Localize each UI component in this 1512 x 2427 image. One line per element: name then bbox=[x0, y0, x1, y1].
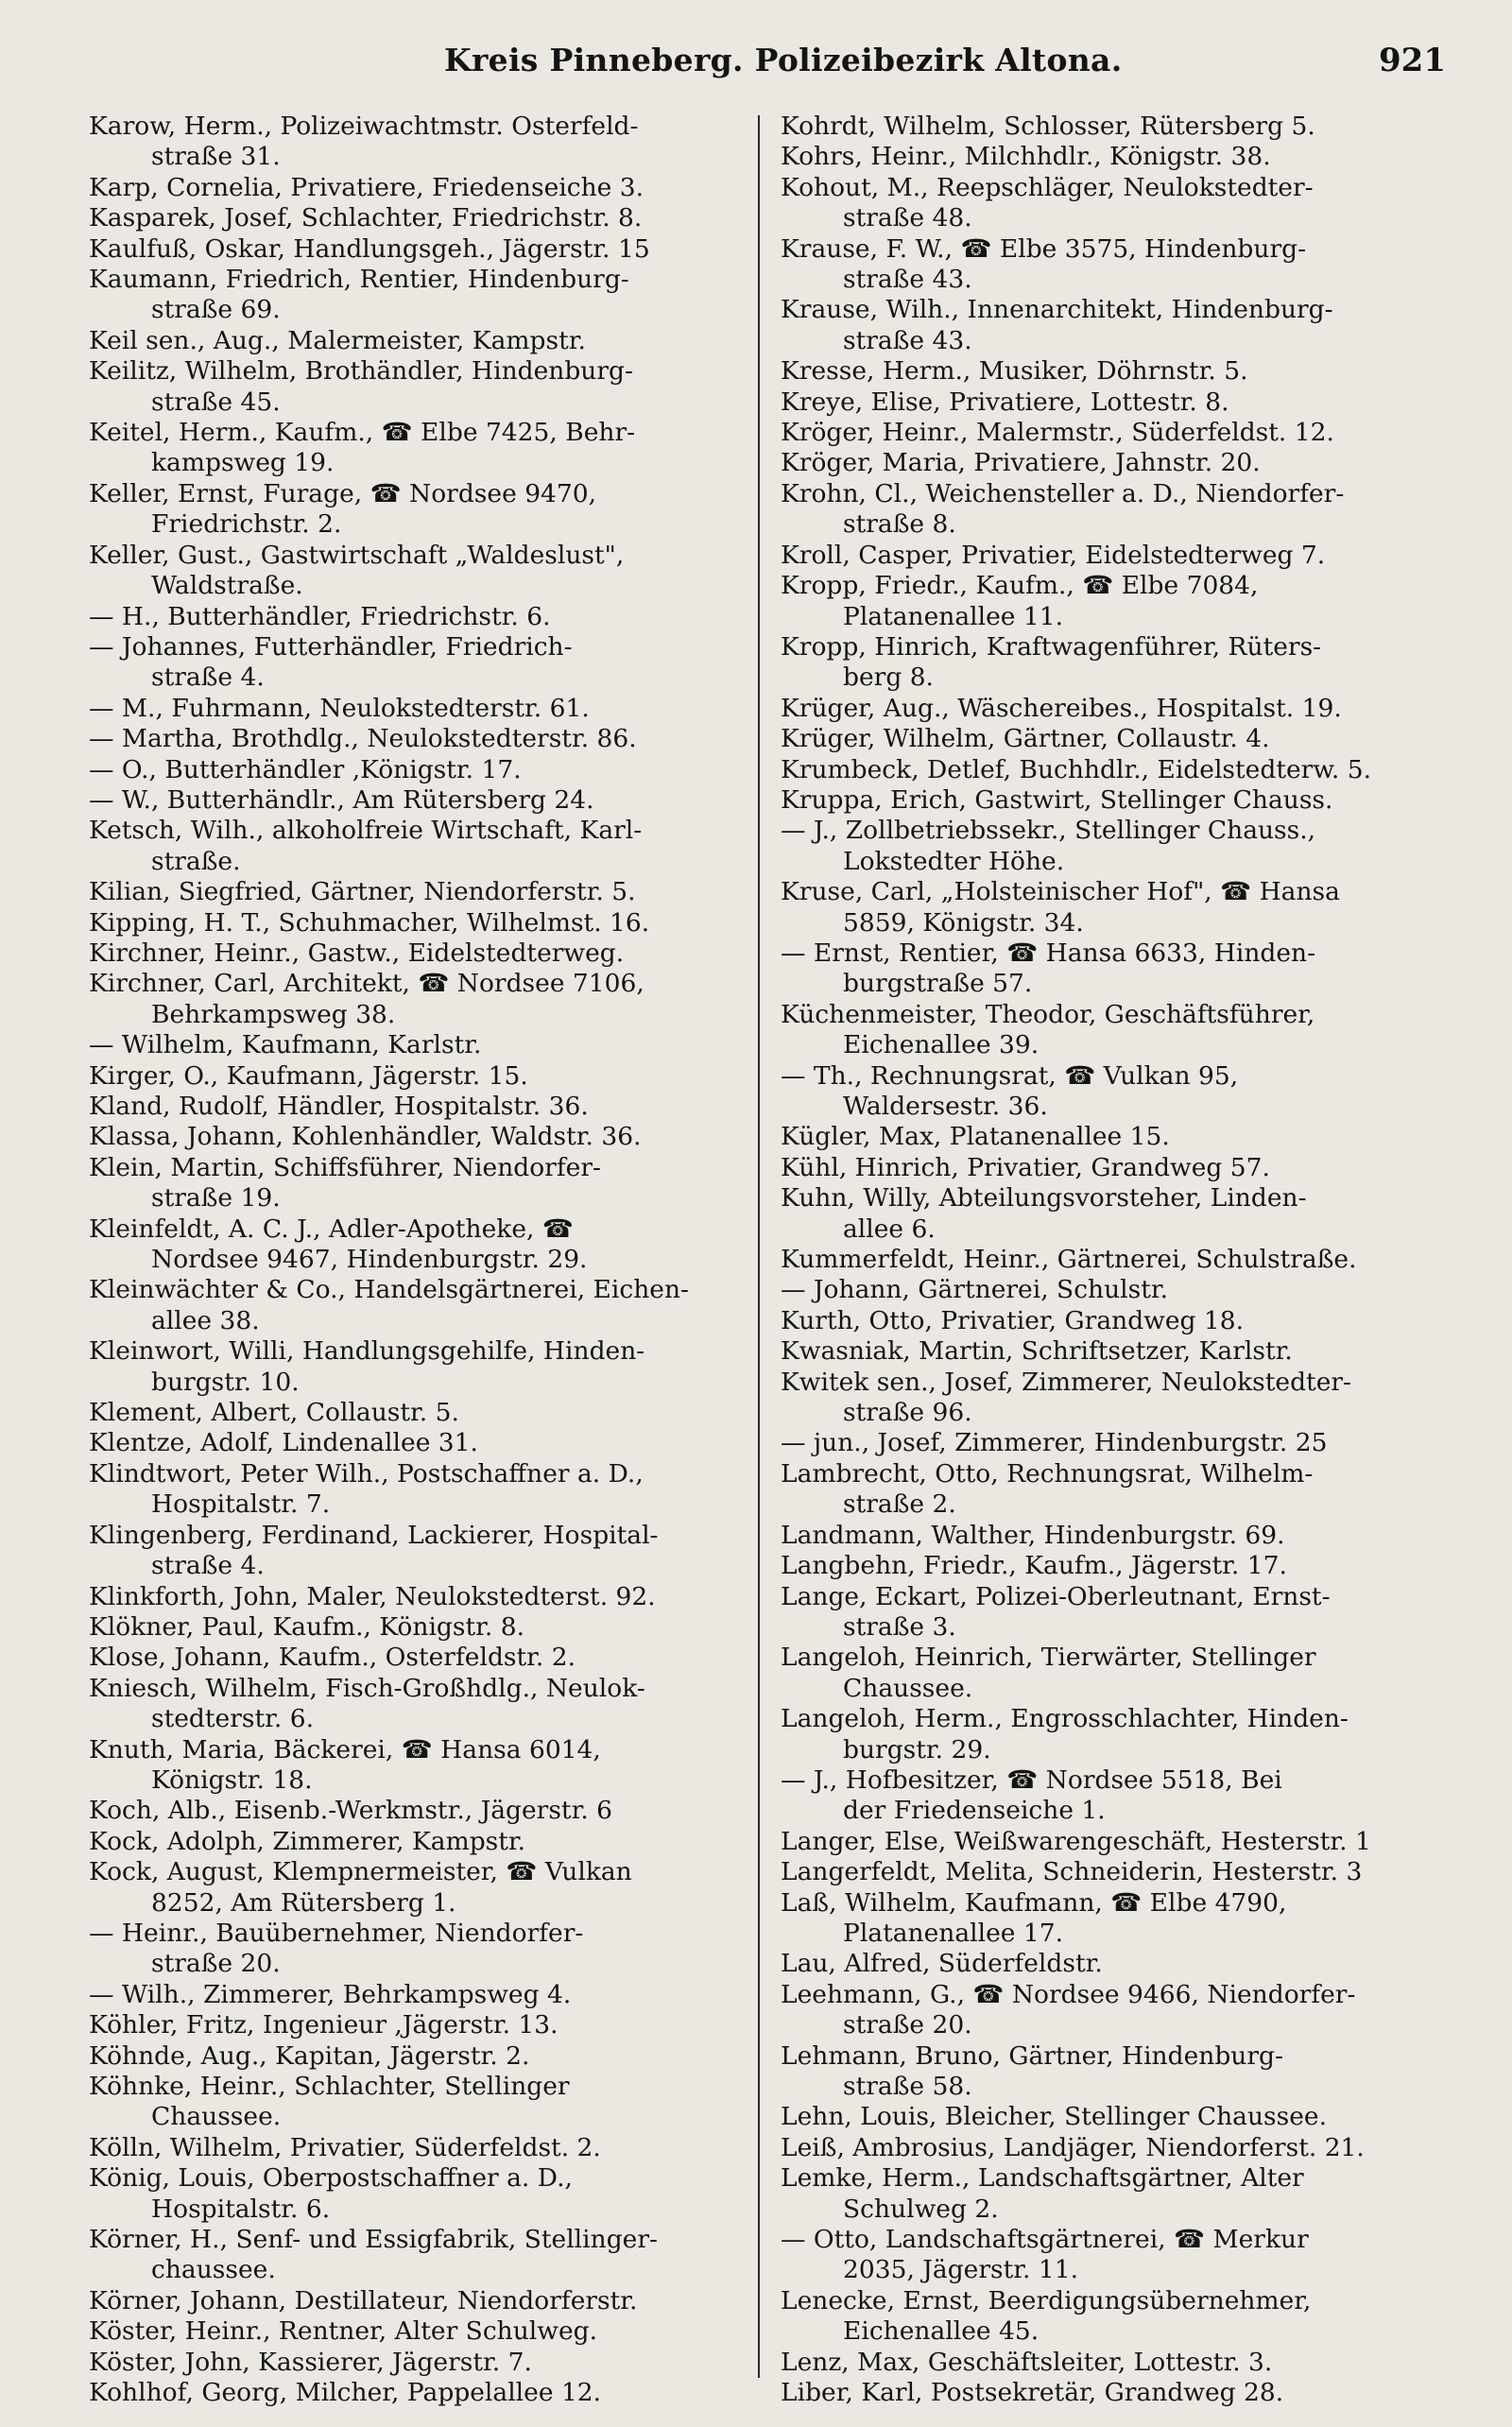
entry-line: Kreye, Elise, Privatiere, Lottestr. 8. bbox=[781, 387, 1229, 417]
entry-line: Kresse, Herm., Musiker, Döhrnstr. 5. bbox=[781, 356, 1248, 387]
entry-continuation: allee 6. bbox=[843, 1214, 936, 1244]
entry-line: Leiß, Ambrosius, Landjäger, Niendorferst. 21. bbox=[781, 2132, 1365, 2162]
directory-entry bbox=[781, 448, 1470, 478]
directory-entry bbox=[89, 1153, 779, 1214]
entry-line: Klose, Johann, Kaufm., Osterfeldstr. 2. bbox=[89, 1643, 576, 1673]
entry-line: Köhler, Fritz, Ingenieur ,Jägerstr. 13. bbox=[89, 2010, 558, 2040]
directory-entry bbox=[781, 479, 1470, 541]
entry-line: Kasparek, Josef, Schlachter, Friedrichstr. 8. bbox=[89, 203, 643, 233]
entry-line: Leehmann, G., ☎ Nordsee 9466, Niendorfer- bbox=[781, 1979, 1356, 2009]
directory-entry bbox=[89, 2010, 779, 2040]
directory-entry bbox=[89, 1428, 779, 1458]
entry-continuation: straße 2. bbox=[843, 1489, 956, 1520]
directory-entry bbox=[781, 1521, 1470, 1551]
entry-line: Küchenmeister, Theodor, Geschäftsführer, bbox=[781, 999, 1315, 1029]
entry-line: Kilian, Siegfried, Gärtner, Niendorferstr. 5. bbox=[89, 877, 636, 907]
directory-entry bbox=[89, 2072, 779, 2133]
entry-line: — Heinr., Bauübernehmer, Niendorfer- bbox=[89, 1918, 584, 1948]
entry-continuation: Eichenallee 39. bbox=[843, 1030, 1040, 1060]
directory-entry bbox=[89, 1398, 779, 1428]
entry-line: Kurth, Otto, Privatier, Grandweg 18. bbox=[781, 1305, 1245, 1335]
directory-entry bbox=[89, 1030, 779, 1060]
directory-entry bbox=[781, 173, 1470, 234]
entry-line: Kirchner, Carl, Architekt, ☎ Nordsee 7106, bbox=[89, 969, 644, 999]
entry-line: Kipping, H. T., Schuhmacher, Wilhelmst. 16. bbox=[89, 907, 650, 938]
entry-line: Karow, Herm., Polizeiwachtmstr. Osterfeld- bbox=[89, 112, 639, 141]
directory-entry bbox=[89, 785, 779, 816]
directory-entry bbox=[781, 234, 1470, 296]
entry-line: Karp, Cornelia, Privatiere, Friedenseiche 3. bbox=[89, 172, 644, 202]
directory-entry bbox=[781, 694, 1470, 724]
entry-line: Kropp, Hinrich, Kraftwagenführer, Rüters- bbox=[781, 631, 1322, 662]
entry-line: — Martha, Brothdlg., Neulokstedterstr. 86. bbox=[89, 724, 637, 754]
entry-line: Klentze, Adolf, Lindenallee 31. bbox=[89, 1428, 478, 1458]
entry-continuation: Lokstedter Höhe. bbox=[843, 846, 1065, 876]
entry-line: Kleinwächter & Co., Handelsgärtnerei, Eichen- bbox=[89, 1275, 689, 1305]
directory-entry bbox=[89, 2163, 779, 2225]
entry-continuation: Schulweg 2. bbox=[843, 2194, 999, 2224]
directory-entry bbox=[781, 1122, 1470, 1152]
entry-line: Keller, Ernst, Furage, ☎ Nordsee 9470, bbox=[89, 478, 597, 508]
entry-line: Kwasniak, Martin, Schriftsetzer, Karlstr. bbox=[781, 1336, 1293, 1367]
entry-line: Körner, Johann, Destillateur, Niendorferstr. bbox=[89, 2285, 638, 2315]
directory-entry bbox=[781, 1183, 1470, 1245]
entry-line: — J., Hofbesitzer, ☎ Nordsee 5518, Bei bbox=[781, 1764, 1282, 1795]
directory-entry bbox=[781, 1459, 1470, 1521]
entry-line: — Th., Rechnungsrat, ☎ Vulkan 95, bbox=[781, 1060, 1239, 1091]
entry-line: Kühl, Hinrich, Privatier, Grandweg 57. bbox=[781, 1152, 1270, 1182]
directory-entry bbox=[781, 1245, 1470, 1275]
entry-line: Ketsch, Wilh., alkoholfreie Wirtschaft, Karl- bbox=[89, 816, 643, 846]
directory-entry bbox=[89, 2133, 779, 2163]
entry-continuation: straße 96. bbox=[843, 1398, 972, 1428]
entry-line: Kruppa, Erich, Gastwirt, Stellinger Chauss. bbox=[781, 784, 1333, 815]
directory-entry bbox=[781, 571, 1470, 632]
entry-line: Kirchner, Heinr., Gastw., Eidelstedterweg. bbox=[89, 938, 625, 968]
directory-entry bbox=[781, 938, 1470, 1000]
entry-line: Kropp, Friedr., Kaufm., ☎ Elbe 7084, bbox=[781, 571, 1259, 601]
entry-continuation: chaussee. bbox=[151, 2255, 276, 2285]
entry-continuation: straße 48. bbox=[843, 203, 972, 233]
directory-entry bbox=[781, 142, 1470, 172]
entry-line: Kohrs, Heinr., Milchhdlr., Königstr. 38. bbox=[781, 142, 1271, 172]
directory-entry bbox=[781, 1582, 1470, 1644]
entry-continuation: Nordsee 9467, Hindenburgstr. 29. bbox=[151, 1245, 588, 1275]
directory-entry bbox=[781, 1765, 1470, 1827]
directory-entry bbox=[781, 1306, 1470, 1336]
directory-entry bbox=[89, 1092, 779, 1122]
column-divider bbox=[758, 115, 760, 2378]
entry-continuation: straße 20. bbox=[843, 2010, 972, 2040]
directory-entry bbox=[781, 632, 1470, 694]
entry-line: Knuth, Maria, Bäckerei, ☎ Hansa 6014, bbox=[89, 1734, 601, 1764]
entry-continuation: Waldstraße. bbox=[151, 571, 303, 601]
entry-continuation: straße. bbox=[151, 846, 241, 876]
page-header bbox=[76, 42, 1446, 98]
entry-line: Köster, Heinr., Rentner, Alter Schulweg. bbox=[89, 2316, 598, 2347]
directory-entry bbox=[89, 632, 779, 694]
entry-line: Krüger, Wilhelm, Gärtner, Collaustr. 4. bbox=[781, 724, 1270, 754]
entry-line: — M., Fuhrmann, Neulokstedterstr. 61. bbox=[89, 693, 590, 723]
entry-line: — J., Zollbetriebssekr., Stellinger Chauss., bbox=[781, 816, 1316, 846]
entry-continuation: Hospitalstr. 6. bbox=[151, 2194, 331, 2224]
directory-entry bbox=[89, 1919, 779, 1980]
entry-continuation: straße 31. bbox=[151, 142, 281, 172]
page-number: 921 bbox=[1379, 42, 1446, 79]
directory-entry bbox=[89, 602, 779, 632]
entry-continuation: straße 3. bbox=[843, 1611, 956, 1642]
directory-entry bbox=[781, 1949, 1470, 1979]
entry-continuation: Chaussee. bbox=[843, 1673, 973, 1703]
entry-line: Lehn, Louis, Bleicher, Stellinger Chaussee. bbox=[781, 2102, 1328, 2132]
directory-entry bbox=[89, 1275, 779, 1336]
entry-line: Kügler, Max, Platanenallee 15. bbox=[781, 1122, 1170, 1152]
entry-line: Lenz, Max, Geschäftsleiter, Lottestr. 3. bbox=[781, 2347, 1273, 2377]
entry-line: Kleinfeldt, A. C. J., Adler-Apotheke, ☎ bbox=[89, 1214, 574, 1244]
directory-entry bbox=[781, 112, 1470, 142]
entry-continuation: 8252, Am Rütersberg 1. bbox=[151, 1887, 456, 1918]
directory-entry bbox=[89, 1643, 779, 1673]
directory-entry bbox=[781, 1888, 1470, 1950]
entry-line: Kummerfeldt, Heinr., Gärtnerei, Schulstraße. bbox=[781, 1245, 1357, 1275]
entry-line: Keilitz, Wilhelm, Brothändler, Hindenburg- bbox=[89, 356, 633, 387]
entry-line: — Ernst, Rentier, ☎ Hansa 6633, Hinden- bbox=[781, 938, 1316, 968]
directory-entry bbox=[781, 1827, 1470, 1857]
directory-entry bbox=[89, 908, 779, 938]
entry-continuation: Eichenallee 45. bbox=[843, 2316, 1040, 2347]
entry-line: Krause, Wilh., Innenarchitekt, Hindenburg- bbox=[781, 295, 1333, 325]
entry-continuation: 5859, Königstr. 34. bbox=[843, 907, 1084, 938]
entry-line: Kohrdt, Wilhelm, Schlosser, Rütersberg 5. bbox=[781, 112, 1315, 141]
entry-continuation: straße 20. bbox=[151, 1949, 281, 1979]
entry-line: Kohlhof, Georg, Milcher, Pappelallee 12. bbox=[89, 2378, 602, 2408]
directory-entry bbox=[89, 265, 779, 326]
entry-line: Lange, Eckart, Polizei-Oberleutnant, Ernst- bbox=[781, 1581, 1331, 1611]
entry-continuation: Waldersestr. 36. bbox=[843, 1092, 1048, 1121]
entry-line: Kleinwort, Willi, Handlungsgehilfe, Hinden- bbox=[89, 1336, 645, 1367]
directory-entry bbox=[781, 1857, 1470, 1887]
entry-line: Kirger, O., Kaufmann, Jägerstr. 15. bbox=[89, 1060, 528, 1091]
directory-entry bbox=[89, 2041, 779, 2072]
entry-line: Klindtwort, Peter Wilh., Postschaffner a. D., bbox=[89, 1458, 644, 1489]
entry-line: — H., Butterhändler, Friedrichstr. 6. bbox=[89, 601, 551, 631]
directory-entry bbox=[781, 1428, 1470, 1458]
entry-continuation: straße 43. bbox=[843, 325, 972, 355]
directory-entry bbox=[781, 724, 1470, 754]
entry-line: Langer, Else, Weißwarengeschäft, Hesterstr. 1 bbox=[781, 1826, 1371, 1856]
entry-line: Kruse, Carl, „Holsteinischer Hof", ☎ Hansa bbox=[781, 877, 1340, 907]
directory-entry bbox=[89, 877, 779, 907]
entry-line: Keitel, Herm., Kaufm., ☎ Elbe 7425, Behr- bbox=[89, 418, 636, 448]
directory-entry bbox=[89, 479, 779, 541]
entry-line: Krumbeck, Detlef, Buchhdlr., Eidelstedterw. 5. bbox=[781, 754, 1371, 784]
directory-entry bbox=[89, 1122, 779, 1152]
directory-entry bbox=[781, 418, 1470, 448]
entry-line: Kohout, M., Reepschläger, Neulokstedter- bbox=[781, 172, 1314, 202]
right-column bbox=[781, 112, 1470, 2408]
directory-entry bbox=[89, 938, 779, 969]
entry-line: Klein, Martin, Schiffsführer, Niendorfer- bbox=[89, 1152, 601, 1182]
entry-line: Kock, Adolph, Zimmerer, Kampstr. bbox=[89, 1826, 526, 1856]
entry-continuation: burgstraße 57. bbox=[843, 969, 1033, 999]
page-title: Kreis Pinneberg. Polizeibezirk Altona. bbox=[444, 42, 1123, 78]
entry-line: Krüger, Aug., Wäschereibes., Hospitalst. 19. bbox=[781, 693, 1342, 723]
entry-continuation: burgstr. 29. bbox=[843, 1734, 991, 1764]
entry-line: — Wilhelm, Kaufmann, Karlstr. bbox=[89, 1030, 482, 1060]
entry-continuation: straße 8. bbox=[843, 509, 956, 540]
directory-entry bbox=[89, 1674, 779, 1735]
directory-entry bbox=[781, 2163, 1470, 2225]
directory-entry bbox=[781, 1000, 1470, 1061]
directory-entry bbox=[781, 2133, 1470, 2163]
directory-entry bbox=[89, 2225, 779, 2286]
directory-entry bbox=[781, 1368, 1470, 1429]
directory-entry bbox=[89, 1857, 779, 1919]
directory-entry bbox=[781, 2225, 1470, 2286]
entry-line: Lambrecht, Otto, Rechnungsrat, Wilhelm- bbox=[781, 1458, 1314, 1489]
entry-line: Klement, Albert, Collaustr. 5. bbox=[89, 1398, 459, 1428]
entry-line: — Johannes, Futterhändler, Friedrich- bbox=[89, 631, 573, 662]
entry-line: Kölln, Wilhelm, Privatier, Süderfeldst. 2. bbox=[89, 2132, 601, 2162]
entry-continuation: Hospitalstr. 7. bbox=[151, 1489, 331, 1520]
directory-entry bbox=[89, 1336, 779, 1398]
directory-entry bbox=[89, 326, 779, 356]
directory-entry bbox=[89, 694, 779, 724]
directory-entry bbox=[89, 234, 779, 265]
entry-continuation: kampsweg 19. bbox=[151, 448, 335, 478]
directory-entry bbox=[89, 816, 779, 877]
entry-continuation: stedterstr. 6. bbox=[151, 1704, 315, 1734]
entry-line: Langeloh, Herm., Engrosschlachter, Hinden- bbox=[781, 1704, 1349, 1734]
entry-line: — Johann, Gärtnerei, Schulstr. bbox=[781, 1275, 1169, 1305]
entry-line: Kwitek sen., Josef, Zimmerer, Neulokstedter- bbox=[781, 1367, 1352, 1397]
entry-continuation: allee 38. bbox=[151, 1305, 260, 1335]
directory-entry bbox=[781, 2378, 1470, 2408]
directory-entry bbox=[89, 203, 779, 233]
entry-continuation: straße 4. bbox=[151, 1551, 265, 1581]
entry-continuation: straße 4. bbox=[151, 663, 265, 693]
directory-entry bbox=[781, 877, 1470, 938]
directory-entry bbox=[89, 1214, 779, 1276]
directory-entry bbox=[89, 1796, 779, 1826]
directory-entry bbox=[781, 816, 1470, 877]
entry-line: — W., Butterhändlr., Am Rütersberg 24. bbox=[89, 784, 594, 815]
directory-entry bbox=[89, 173, 779, 203]
entry-continuation: straße 43. bbox=[843, 265, 972, 295]
entry-continuation: Chaussee. bbox=[151, 2102, 282, 2132]
entry-line: Landmann, Walther, Hindenburgstr. 69. bbox=[781, 1520, 1285, 1550]
directory-entry bbox=[781, 2286, 1470, 2348]
directory-entry bbox=[89, 2286, 779, 2316]
entry-line: Kock, August, Klempnermeister, ☎ Vulkan bbox=[89, 1857, 632, 1887]
directory-entry bbox=[89, 724, 779, 754]
entry-line: Kniesch, Wilhelm, Fisch-Großhdlg., Neulok- bbox=[89, 1673, 645, 1703]
entry-line: — Wilh., Zimmerer, Behrkampsweg 4. bbox=[89, 1979, 572, 2009]
directory-entry bbox=[89, 2378, 779, 2408]
entry-line: Kröger, Heinr., Malermstr., Süderfeldst. 12. bbox=[781, 418, 1334, 448]
entry-continuation: berg 8. bbox=[843, 663, 934, 693]
entry-line: Klassa, Johann, Kohlenhändler, Waldstr. 36. bbox=[89, 1122, 642, 1152]
directory-entry bbox=[781, 1980, 1470, 2041]
entry-line: Köhnde, Aug., Kapitan, Jägerstr. 2. bbox=[89, 2040, 530, 2071]
directory-entry bbox=[781, 1551, 1470, 1581]
entry-line: — O., Butterhändler ,Königstr. 17. bbox=[89, 754, 522, 784]
entry-continuation: Platanenallee 11. bbox=[843, 601, 1064, 631]
directory-entry bbox=[89, 1980, 779, 2010]
entry-line: Krause, F. W., ☎ Elbe 3575, Hindenburg- bbox=[781, 233, 1307, 264]
directory-entry bbox=[781, 1153, 1470, 1183]
entry-continuation: Behrkampsweg 38. bbox=[151, 999, 396, 1029]
directory-entry bbox=[89, 1612, 779, 1643]
directory-entry bbox=[781, 755, 1470, 785]
entry-line: Köster, John, Kassierer, Jägerstr. 7. bbox=[89, 2347, 532, 2377]
directory-entry bbox=[89, 418, 779, 479]
directory-entry bbox=[781, 785, 1470, 816]
entry-continuation: Königstr. 18. bbox=[151, 1764, 313, 1795]
entry-line: Körner, H., Senf- und Essigfabrik, Stellinger- bbox=[89, 2225, 658, 2255]
entry-continuation: straße 45. bbox=[151, 387, 281, 417]
entry-continuation: straße 69. bbox=[151, 295, 281, 325]
entry-line: Klingenberg, Ferdinand, Lackierer, Hospital- bbox=[89, 1520, 659, 1550]
entry-line: Lehmann, Bruno, Gärtner, Hindenburg- bbox=[781, 2040, 1283, 2071]
directory-entry bbox=[781, 1336, 1470, 1367]
entry-line: Lenecke, Ernst, Beerdigungsübernehmer, bbox=[781, 2285, 1312, 2315]
entry-line: Laß, Wilhelm, Kaufmann, ☎ Elbe 4790, bbox=[781, 1887, 1287, 1918]
directory-entry bbox=[89, 2316, 779, 2347]
entry-line: Koch, Alb., Eisenb.-Werkmstr., Jägerstr. 6 bbox=[89, 1796, 613, 1826]
directory-entry bbox=[781, 1643, 1470, 1704]
entry-line: Liber, Karl, Postsekretär, Grandweg 28. bbox=[781, 2378, 1284, 2408]
directory-entry bbox=[89, 969, 779, 1030]
entry-line: Kröger, Maria, Privatiere, Jahnstr. 20. bbox=[781, 448, 1261, 478]
entry-line: König, Louis, Oberpostschaffner a. D., bbox=[89, 2163, 573, 2194]
entry-continuation: straße 58. bbox=[843, 2072, 972, 2101]
directory-entry bbox=[89, 356, 779, 418]
directory-entry bbox=[781, 1704, 1470, 1765]
directory-entry bbox=[89, 541, 779, 602]
entry-line: Krohn, Cl., Weichensteller a. D., Niendorfer- bbox=[781, 478, 1345, 508]
left-column bbox=[89, 112, 779, 2408]
entry-continuation: Platanenallee 17. bbox=[843, 1918, 1064, 1948]
directory-entry bbox=[781, 2102, 1470, 2132]
entry-line: Keller, Gust., Gastwirtschaft „Waldeslust", bbox=[89, 540, 625, 570]
entry-line: Klökner, Paul, Kaufm., Königstr. 8. bbox=[89, 1611, 525, 1642]
directory-entry bbox=[89, 1061, 779, 1092]
entry-line: Kland, Rudolf, Händler, Hospitalstr. 36. bbox=[89, 1092, 589, 1121]
entry-line: Kuhn, Willy, Abteilungsvorsteher, Linden- bbox=[781, 1183, 1307, 1214]
entry-line: Kaulfuß, Oskar, Handlungsgeh., Jägerstr. 15 bbox=[89, 233, 650, 264]
entry-line: Langbehn, Friedr., Kaufm., Jägerstr. 17. bbox=[781, 1551, 1287, 1581]
directory-entry bbox=[89, 1521, 779, 1582]
directory-entry bbox=[781, 2348, 1470, 2378]
entry-continuation: burgstr. 10. bbox=[151, 1367, 300, 1397]
entry-line: Klinkforth, John, Maler, Neulokstedterst. 92. bbox=[89, 1581, 656, 1611]
entry-line: Keil sen., Aug., Malermeister, Kampstr. bbox=[89, 325, 586, 355]
entry-line: Kaumann, Friedrich, Rentier, Hindenburg- bbox=[89, 265, 629, 295]
directory-entry bbox=[89, 1459, 779, 1521]
directory-entry bbox=[781, 541, 1470, 571]
entry-continuation: Friedrichstr. 2. bbox=[151, 509, 342, 540]
directory-entry bbox=[89, 2348, 779, 2378]
entry-line: Lemke, Herm., Landschaftsgärtner, Alter bbox=[781, 2163, 1304, 2194]
entry-line: Kroll, Casper, Privatier, Eidelstedterweg 7. bbox=[781, 540, 1326, 570]
entry-line: Lau, Alfred, Süderfeldstr. bbox=[781, 1949, 1103, 1979]
directory-entry bbox=[781, 387, 1470, 418]
entry-continuation: straße 19. bbox=[151, 1183, 281, 1214]
directory-entry bbox=[781, 1061, 1470, 1123]
directory-entry bbox=[89, 1827, 779, 1857]
entry-line: Köhnke, Heinr., Schlachter, Stellinger bbox=[89, 2072, 570, 2101]
directory-entry bbox=[781, 295, 1470, 356]
directory-entry bbox=[781, 1275, 1470, 1305]
directory-entry bbox=[781, 356, 1470, 387]
directory-entry bbox=[89, 1735, 779, 1797]
entry-line: Langeloh, Heinrich, Tierwärter, Stellinger bbox=[781, 1643, 1316, 1673]
directory-entry bbox=[781, 2041, 1470, 2103]
entry-continuation: 2035, Jägerstr. 11. bbox=[843, 2255, 1079, 2285]
directory-entry bbox=[89, 755, 779, 785]
entry-line: — jun., Josef, Zimmerer, Hindenburgstr. 25 bbox=[781, 1428, 1328, 1458]
entry-continuation: der Friedenseiche 1. bbox=[843, 1796, 1106, 1826]
entry-line: — Otto, Landschaftsgärtnerei, ☎ Merkur bbox=[781, 2225, 1309, 2255]
entry-line: Langerfeldt, Melita, Schneiderin, Hesterstr. 3 bbox=[781, 1857, 1363, 1887]
directory-entry bbox=[89, 112, 779, 173]
directory-entry bbox=[89, 1582, 779, 1612]
